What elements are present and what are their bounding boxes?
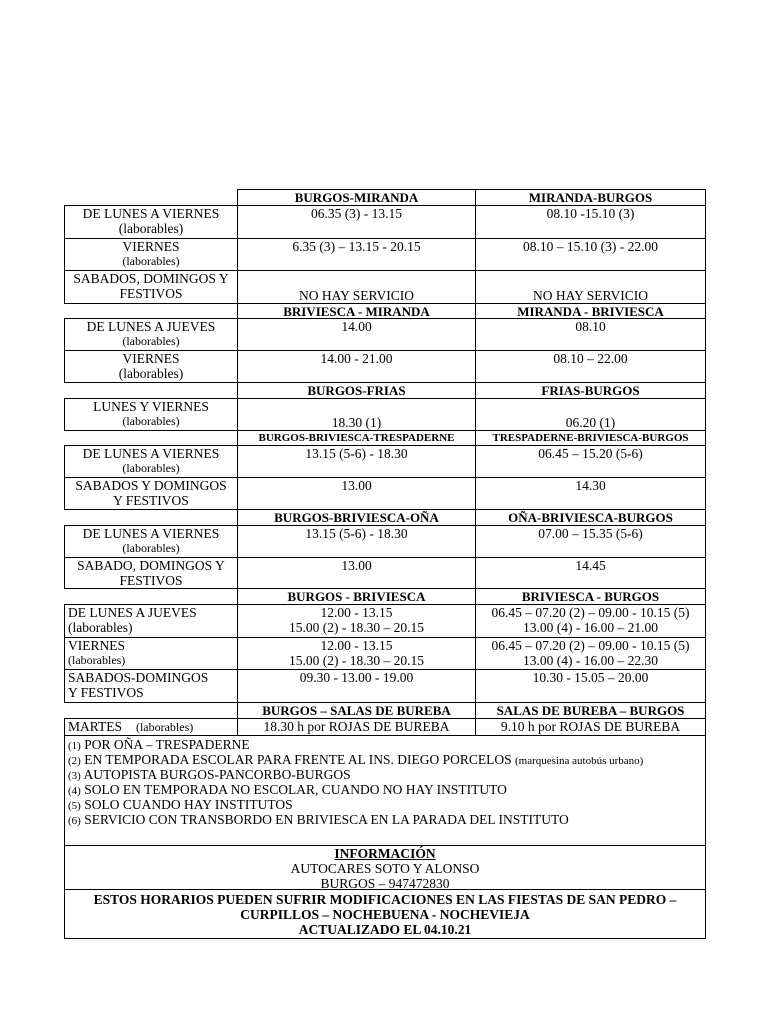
header-ona-briviesca-burgos: OÑA-BRIVIESCA-BURGOS (475, 509, 706, 526)
header-miranda-briviesca: MIRANDA - BRIVIESCA (475, 303, 706, 319)
header-burgos-miranda: BURGOS-MIRANDA (237, 189, 476, 206)
time-cell: 13.00 (237, 477, 476, 510)
time-cell: 13.15 (5-6) - 18.30 (237, 445, 476, 478)
footer-updated: ACTUALIZADO EL 04.10.21 (298, 922, 472, 937)
time-cell: 12.00 - 13.15 15.00 (2) - 18.30 – 20.15 (237, 604, 476, 638)
header-burgos-salas-de-bureba: BURGOS – SALAS DE BUREBA (237, 702, 476, 719)
time-cell: 13.15 (5-6) - 18.30 (237, 525, 476, 558)
time-cell: 18.30 h por ROJAS DE BUREBA (237, 718, 476, 736)
time-cell: 14.45 (475, 557, 706, 589)
header-burgos-briviesca-ona: BURGOS-BRIVIESCA-OÑA (237, 509, 476, 526)
note-4: (4) SOLO EN TEMPORADA NO ESCOLAR, CUANDO NO HAY INSTITUTO (68, 782, 507, 797)
time-cell: 9.10 h por ROJAS DE BUREBA (475, 718, 706, 736)
header-burgos-frias: BURGOS-FRIAS (237, 382, 476, 399)
time-cell: 08.10 – 22.00 (475, 350, 706, 383)
time-cell: 13.00 (237, 557, 476, 589)
header-trespaderne-briviesca-burgos: TRESPADERNE-BRIVIESCA-BURGOS (475, 430, 706, 446)
header-briviesca-burgos: BRIVIESCA - BURGOS (475, 588, 706, 605)
day-cell: LUNES Y VIERNES (laborables) (64, 398, 238, 431)
day-cell: SABADOS-DOMINGOS Y FESTIVOS (64, 669, 238, 703)
note-3: (3) AUTOPISTA BURGOS-PANCORBO-BURGOS (68, 767, 351, 782)
info-company: AUTOCARES SOTO Y ALONSO (290, 861, 480, 876)
time-cell: 14.00 - 21.00 (237, 350, 476, 383)
day-cell: SABADOS Y DOMINGOS Y FESTIVOS (64, 477, 238, 510)
info-box (64, 845, 706, 890)
day-cell: DE LUNES A JUEVES (laborables) (64, 604, 238, 638)
time-cell: NO HAY SERVICIO (475, 270, 706, 304)
info-phone: BURGOS – 947472830 (320, 876, 450, 890)
time-cell: 10.30 - 15.05 – 20.00 (475, 669, 706, 703)
header-miranda-burgos: MIRANDA-BURGOS (475, 189, 706, 206)
note-5: (5) SOLO CUANDO HAY INSTITUTOS (68, 797, 293, 812)
note-6: (6) SERVICIO CON TRANSBORDO EN BRIVIESCA EN LA PARADA DEL INSTITUTO (68, 812, 569, 827)
footer-line-2: CURPILLOS – NOCHEBUENA - NOCHEVIEJA (240, 907, 530, 922)
day-cell: DE LUNES A VIERNES (laborables) (64, 525, 238, 558)
time-cell: 09.30 - 13.00 - 19.00 (237, 669, 476, 703)
note-1: (1) POR OÑA – TRESPADERNE (68, 737, 250, 752)
header-frias-burgos: FRIAS-BURGOS (475, 382, 706, 399)
day-cell: VIERNES (laborables) (64, 350, 238, 383)
day-cell: SABADO, DOMINGOS Y FESTIVOS (64, 557, 238, 589)
note-2: (2) EN TEMPORADA ESCOLAR PARA FRENTE AL INS. DIEGO PORCELOS (marquesina autobús urbano) (68, 752, 644, 767)
time-cell: 08.10 – 15.10 (3) - 22.00 (475, 238, 706, 271)
footer-line-1: ESTOS HORARIOS PUEDEN SUFRIR MODIFICACIONES EN LAS FIESTAS DE SAN PEDRO – (93, 892, 677, 907)
time-cell: 06.45 – 07.20 (2) – 09.00 - 10.15 (5) 13.00 (4) - 16.00 – 21.00 (475, 604, 706, 638)
day-cell: VIERNES (laborables) (64, 238, 238, 271)
header-salas-de-bureba-burgos: SALAS DE BUREBA – BURGOS (475, 702, 706, 719)
time-cell: 06.35 (3) - 13.15 (237, 205, 476, 239)
day-cell: DE LUNES A JUEVES (laborables) (64, 318, 238, 351)
time-cell: 18.30 (1) (237, 398, 476, 431)
time-cell: 06.45 – 15.20 (5-6) (475, 445, 706, 478)
header-briviesca-miranda: BRIVIESCA - MIRANDA (237, 303, 476, 319)
time-cell: 07.00 – 15.35 (5-6) (475, 525, 706, 558)
day-cell: DE LUNES A VIERNES (laborables) (64, 445, 238, 478)
header-burgos-briviesca-trespaderne: BURGOS-BRIVIESCA-TRESPADERNE (237, 430, 476, 446)
footer-box (64, 889, 706, 939)
header-burgos-briviesca: BURGOS - BRIVIESCA (237, 588, 476, 605)
day-cell: DE LUNES A VIERNES (laborables) (64, 205, 238, 239)
info-title: INFORMACIÓN (334, 846, 436, 861)
day-cell: SABADOS, DOMINGOS Y FESTIVOS (64, 270, 238, 304)
time-cell: 12.00 - 13.15 15.00 (2) - 18.30 – 20.15 (237, 637, 476, 670)
day-cell: VIERNES (laborables) (64, 637, 238, 670)
time-cell: 6.35 (3) – 13.15 - 20.15 (237, 238, 476, 271)
time-cell: 06.20 (1) (475, 398, 706, 431)
time-cell: 08.10 (475, 318, 706, 351)
time-cell: 14.00 (237, 318, 476, 351)
time-cell: 14.30 (475, 477, 706, 510)
time-cell: 08.10 -15.10 (3) (475, 205, 706, 239)
time-cell: NO HAY SERVICIO (237, 270, 476, 304)
day-cell: MARTES (laborables) (64, 718, 238, 736)
time-cell: 06.45 – 07.20 (2) – 09.00 - 10.15 (5) 13.00 (4) - 16.00 – 22.30 (475, 637, 706, 670)
